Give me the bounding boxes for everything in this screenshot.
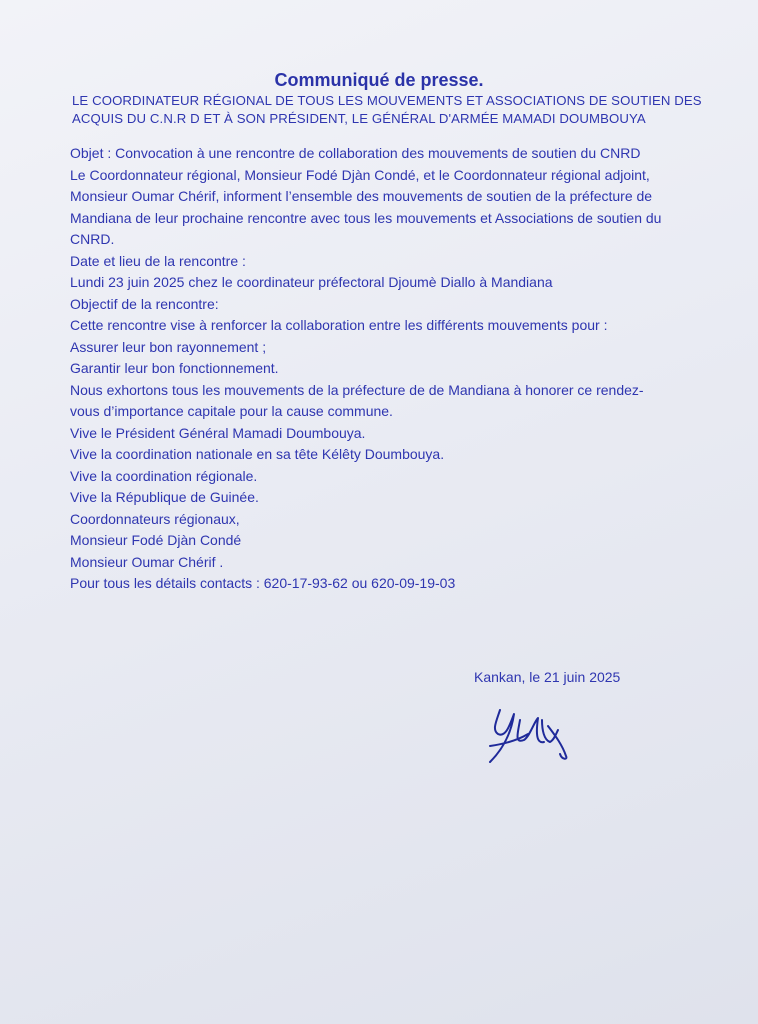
body-line: CNRD. xyxy=(70,231,115,247)
header-block xyxy=(72,92,712,128)
body-line: vous d’importance capitale pour la cause commune. xyxy=(70,403,393,419)
body-line: Mandiana de leur prochaine rencontre avec tous les mouvements et Associations de soutien du xyxy=(70,209,662,226)
header-line: ACQUIS DU C.N.R D ET À SON PRÉSIDENT, LE GÉNÉRAL D'ARMÉE MAMADI DOUMBOUYA xyxy=(72,111,646,126)
body-line: Monsieur Oumar Chérif . xyxy=(70,553,224,570)
body-line: Date et lieu de la rencontre : xyxy=(70,252,246,269)
body-line: Le Coordonnateur régional, Monsieur Fodé Djàn Condé, et le Coordonnateur régional adjoint, xyxy=(70,166,650,183)
body-line: Monsieur Fodé Djàn Condé xyxy=(70,532,242,548)
body-line: Objectif de la rencontre: xyxy=(70,295,219,312)
place-date: Kankan, le 21 juin 2025 xyxy=(474,669,621,685)
body-line: Vive la coordination nationale en sa tête Kélêty Doumbouya. xyxy=(70,446,445,462)
body-text xyxy=(70,143,710,595)
body-line: Vive la coordination régionale. xyxy=(70,467,258,484)
body-line: Vive la République de Guinée. xyxy=(70,489,259,505)
page-title: Communiqué de presse. xyxy=(274,70,484,90)
body-line: Assurer leur bon rayonnement ; xyxy=(70,338,267,355)
header-line: LE COORDINATEUR RÉGIONAL DE TOUS LES MOUVEMENTS ET ASSOCIATIONS DE SOUTIEN DES xyxy=(72,93,702,108)
body-line: Objet : Convocation à une rencontre de collaboration des mouvements de soutien du CNRD xyxy=(70,145,641,161)
body-line: Cette rencontre vise à renforcer la collaboration entre les différents mouvements pour : xyxy=(70,317,608,333)
signature-icon xyxy=(484,700,584,770)
body-line: Nous exhortons tous les mouvements de la préfecture de de Mandiana à honorer ce rendez- xyxy=(70,381,644,398)
body-line: Pour tous les détails contacts : 620-17-93-62 ou 620-09-19-03 xyxy=(70,575,456,591)
body-line: Garantir leur bon fonctionnement. xyxy=(70,360,279,376)
body-line: Monsieur Oumar Chérif, informent l’ensemble des mouvements de soutien de la préfecture de xyxy=(70,188,653,204)
body-line: Vive le Président Général Mamadi Doumbouya. xyxy=(70,424,366,441)
body-line: Lundi 23 juin 2025 chez le coordinateur préfectoral Djoumè Diallo à Mandiana xyxy=(70,274,553,290)
body-line: Coordonnateurs régionaux, xyxy=(70,510,240,527)
